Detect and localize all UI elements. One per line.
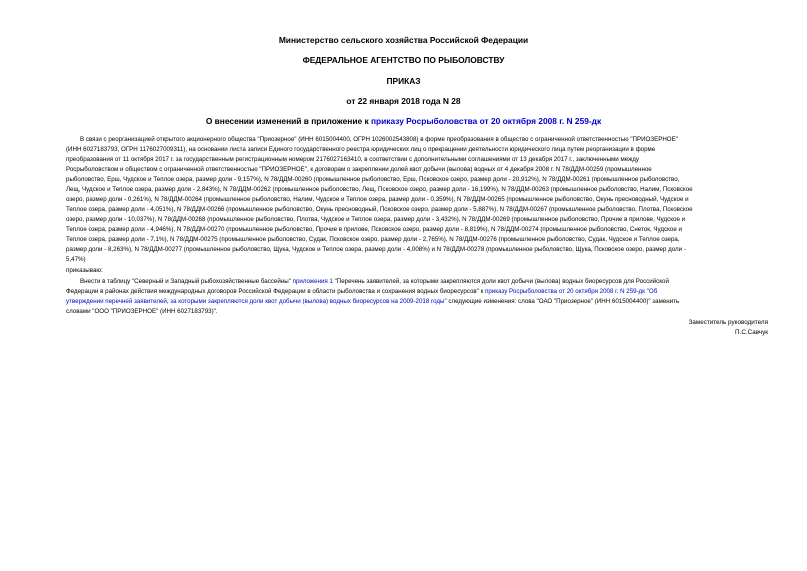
paragraph1-line: озеро, размер доли - 10,037%), N 78/ДДМ-00268 (промышленное рыболовство, Плотва, Чудское и Теплое озера, размер доли - 3,432%), N 78/ДДМ-00269 (промышленное рыболовство, Прочие в прилове, Чудское и [66, 216, 686, 223]
paragraph2-text: Федерации в районах действия международных договоров Российской Федерации в области рыболовства и сохранения водных биоресурсов" к [66, 288, 486, 295]
document-date-number: от 22 января 2018 года N 28 [346, 96, 461, 106]
paragraph1-line: 5,47%) [66, 256, 86, 263]
paragraph2-line [66, 277, 807, 287]
signature-position: Заместитель руководителя [688, 319, 768, 326]
paragraph1-line: рыболовство, Ерш, Чудское и Теплое озера, размер доли - 9,157%), N 78/ДДМ-00260 (промышленное рыболовство, Ерш, Псковское озеро, размер доли - 20,912%), N 78/ДДМ-00261 (промышленное рыболовство, [66, 176, 680, 183]
subject-link[interactable]: приказу Росрыболовства от 20 октября 2008 г. N 259-дк [370, 116, 602, 126]
paragraph1-line: Теплое озера, размер доли - 4,051%), N 78/ДДМ-00266 (промышленное рыболовство, Окунь пресноводный, Псковское озеро, размер доли - 5,887%), N 78/ДДМ-00267 (промышленное рыболовство, Плотва, Псковское [66, 206, 693, 213]
paragraph1-line: преобразования от 11 октября 2017 г. за государственным регистрационным номером 2176027163410, в соответствии с дополнительными соглашениями от 13 декабря 2017 г., заключенными между [66, 156, 639, 163]
paragraph1-line: размер доли - 8,263%), N 78/ДДМ-00277 (промышленное рыболовство, Щука, Чудское и Теплое озера, размер доли - 4,008%) и N 78/ДДМ-00278 (промышленное рыболовство, Щука, Псковское озеро, размер доли - [66, 246, 686, 253]
signature-name: П.С.Савчук [735, 329, 768, 336]
paragraph2-line: словами "ООО "ПРИОЗЕРНОЕ" (ИНН 6027183793)". [66, 308, 218, 315]
paragraph2-line [66, 287, 796, 297]
paragraph2-text: Внести в таблицу "Северный и Западный рыбохозяйственные бассейны" [80, 278, 293, 285]
paragraph1-line: (ИНН 6027183793, ОГРН 1176027009311), на основании листа записи Единого государственного реестра юридических лиц о прекращении деятельности юридического лица путем реорганизации в форме [66, 146, 656, 153]
order-link-continued[interactable]: утверждении перечней заявителей, за которыми закрепляются доли квот добычи (вылова) водных биоресурсов на 2009-2018 годы" [66, 298, 447, 305]
paragraph1-line: озеро, размер доли - 0,261%), N 78/ДДМ-00264 (промышленное рыболовство, Налим, Чудское и Теплое озера, размер доли - 0,359%), N 78/ДДМ-00265 (промышленное рыболовство, Окунь пресноводный, Чудское и [66, 196, 689, 203]
ministry-title: Министерство сельского хозяйства Российской Федерации [278, 35, 529, 45]
paragraph2-text: "Перечень заявителей, за которыми закрепляются доли квот добычи (вылова) водных биоресурсов для Российской [332, 278, 669, 285]
document-subject [0, 116, 807, 127]
paragraph1-line: Росрыболовством и обществом с ограниченной ответственностью "ПРИОЗЕРНОЕ", к договорам о закреплении долей квот добычи (вылова) водных от 4 декабря 2008 г. N 78/ДДМ-00259 (промышленное [66, 166, 652, 173]
document-type: ПРИКАЗ [386, 76, 421, 86]
subject-prefix: О внесении изменений в приложение к [205, 116, 371, 126]
paragraph2-text: следующие изменения: слова "ОАО "Приозерное" (ИНН 6015004400)" заменить [446, 298, 680, 305]
paragraph2-line [66, 297, 796, 307]
paragraph1-line: Теплое озера, размер доли - 7,1%), N 78/ДДМ-00275 (промышленное рыболовство, Судак, Псковское озеро, размер доли - 2,765%), N 78/ДДМ-00276 (промышленное рыболовство, Судак, Чудское и Теплое озера, [66, 236, 680, 243]
appendix-link[interactable]: приложения 1 [292, 278, 333, 285]
agency-title: ФЕДЕРАЛЬНОЕ АГЕНТСТВО ПО РЫБОЛОВСТВУ [302, 55, 505, 65]
paragraph1-line: Лещ, Чудское и Теплое озера, размер доли - 2,843%), N 78/ДДМ-00262 (промышленное рыболовство, Лещ, Псковское озеро, размер доли - 16,199%), N 78/ДДМ-00263 (промышленное рыболовство, Налим, Псковское [66, 186, 693, 193]
paragraph1-line: Теплое озера, размер доли - 4,946%), N 78/ДДМ-00270 (промышленное рыболовство, Прочие в прилове, Псковское озеро, размер доли - 8,819%), N 78/ДДМ-00274 (промышленное рыболовство, Снеток, Чудское и [66, 226, 682, 233]
order-link[interactable]: приказу Росрыболовства от 20 октября 2008 г. N 259-дк "Об [485, 288, 658, 295]
order-word: приказываю: [66, 267, 103, 274]
paragraph1-line: В связи с реорганизацией открытого акционерного общества "Приозерное" (ИНН 6015004400, ОГРН 1026002543808) в форме преобразования в общество с ограниченной ответственностью "ПРИОЗЕРНОЕ" [80, 136, 678, 143]
